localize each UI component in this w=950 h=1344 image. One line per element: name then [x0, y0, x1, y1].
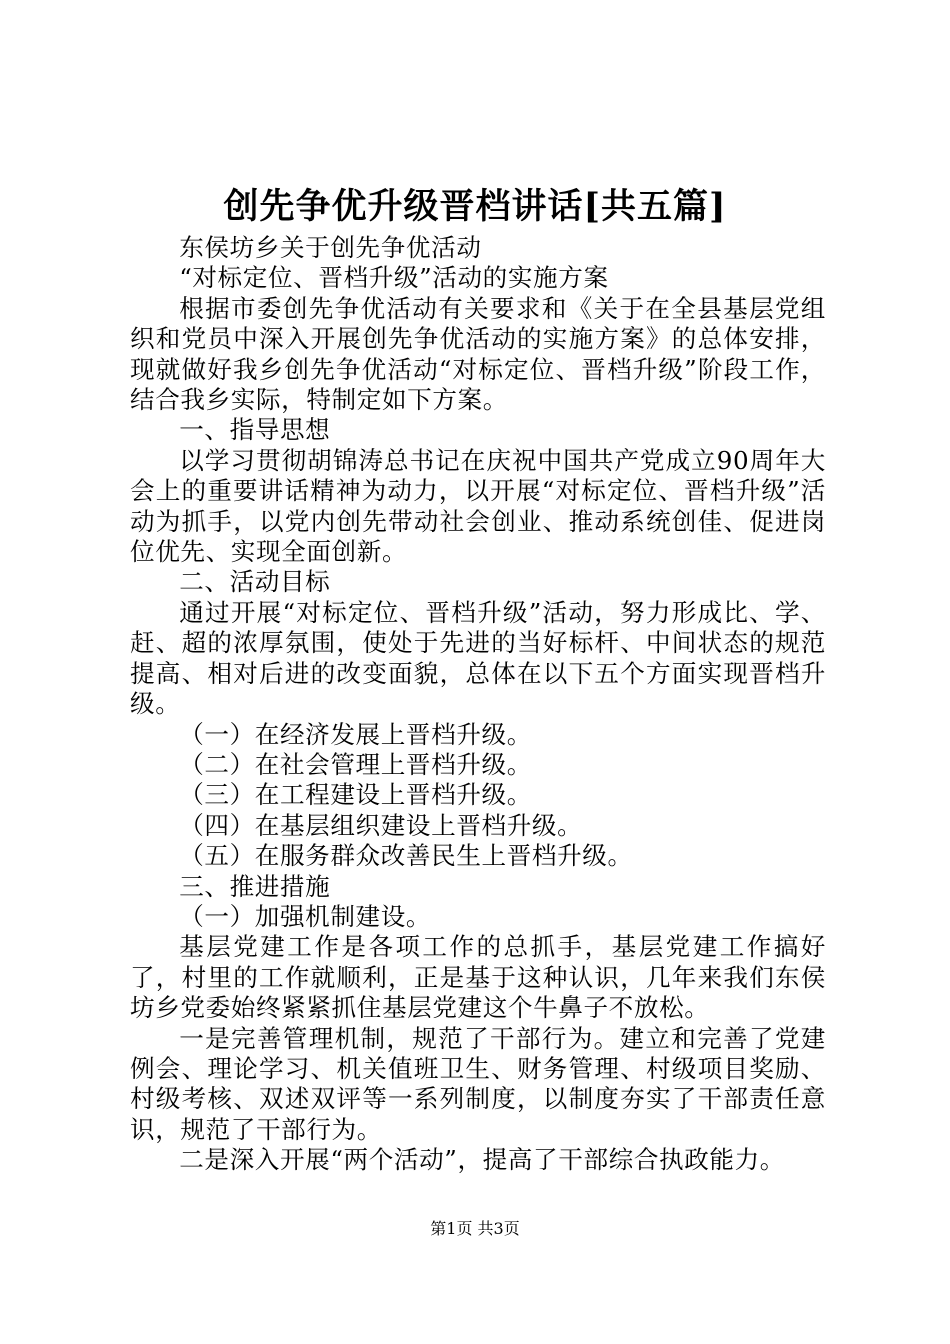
- paragraph: 通过开展“对标定位、晋档升级”活动，努力形成比、学、赶、超的浓厚氛围，使处于先进的当好标杆、中间状态的规范提高、相对后进的改变面貌，总体在以下五个方面实现晋档升级。: [130, 597, 826, 719]
- section-heading: 二、活动目标: [179, 567, 331, 597]
- paragraph: 二是深入开展“两个活动”，提高了干部综合执政能力。: [179, 1145, 785, 1175]
- section-heading: 一、指导思想: [179, 415, 331, 445]
- document-body: [130, 233, 826, 1176]
- paragraph: 基层党建工作是各项工作的总抓手，基层党建工作搞好了，村里的工作就顺利，正是基于这种认识，几年来我们东侯坊乡党委始终紧紧抓住基层党建这个牛鼻子不放松。: [130, 932, 826, 1023]
- paragraph: 以学习贯彻胡锦涛总书记在庆祝中国共产党成立90周年大会上的重要讲话精神为动力，以开展“对标定位、晋档升级”活动为抓手，以党内创先带动社会创业、推动系统创佳、促进岗位优先、实现全面创新。: [130, 445, 826, 567]
- list-item: （五）在服务群众改善民生上晋档升级。: [179, 841, 633, 871]
- page-footer: 第1页 共3页: [430, 1219, 520, 1238]
- list-item: （四）在基层组织建设上晋档升级。: [179, 810, 583, 840]
- paragraph: 根据市委创先争优活动有关要求和《关于在全县基层党组织和党员中深入开展创先争优活动的实施方案》的总体安排，现就做好我乡创先争优活动“对标定位、晋档升级”阶段工作，结合我乡实际，特制定如下方案。: [130, 293, 826, 415]
- paragraph: 东侯坊乡关于创先争优活动: [179, 233, 482, 262]
- subsection-heading: （一）加强机制建设。: [179, 901, 432, 931]
- section-heading: 三、推进措施: [179, 871, 331, 901]
- list-item: （一）在经济发展上晋档升级。: [179, 719, 532, 749]
- paragraph: 一是完善管理机制，规范了干部行为。建立和完善了党建例会、理论学习、机关值班卫生、财务管理、村级项目奖励、村级考核、双述双评等一系列制度，以制度夯实了干部责任意识，规范了干部行为。: [130, 1023, 826, 1144]
- list-item: （三）在工程建设上晋档升级。: [179, 780, 532, 810]
- paragraph: “对标定位、晋档升级”活动的实施方案: [179, 263, 609, 293]
- document-title: 创先争优升级晋档讲话[共五篇]: [223, 186, 727, 227]
- list-item: （二）在社会管理上晋档升级。: [179, 749, 532, 779]
